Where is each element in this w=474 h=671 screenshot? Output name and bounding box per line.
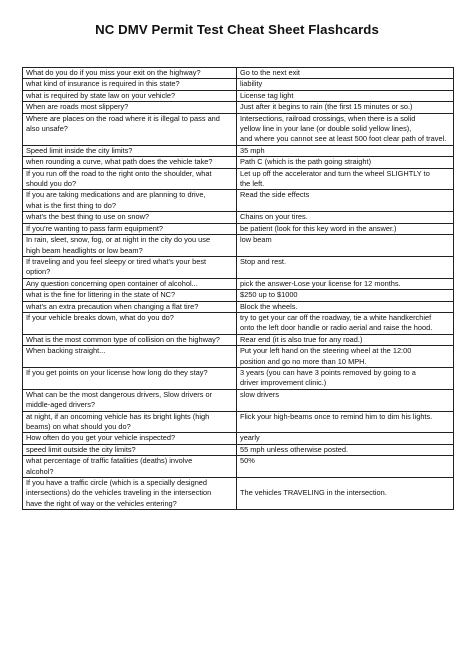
question-cell — [23, 267, 237, 278]
table-row — [23, 212, 454, 223]
question-text: Where are places on the road where it is illegal to pass and — [26, 113, 220, 123]
question-cell — [23, 102, 237, 113]
answer-text: pick the answer-Lose your license for 12 months. — [240, 278, 401, 288]
answer-cell — [237, 168, 454, 179]
answer-cell — [237, 367, 454, 378]
answer-cell — [237, 301, 454, 312]
answer-text: slow drivers — [240, 389, 280, 399]
table-row — [23, 499, 454, 510]
question-text: what is required by state law on your vehicle? — [26, 90, 176, 100]
question-cell — [23, 235, 237, 246]
question-cell — [23, 400, 237, 411]
question-text: What is the most common type of collision on the highway? — [26, 334, 220, 344]
answer-text: Chains on your tires. — [240, 212, 308, 222]
table-row — [23, 312, 454, 323]
answer-cell — [237, 346, 454, 357]
question-text: what is the first thing to do? — [26, 200, 116, 210]
answer-text: yearly — [240, 433, 260, 443]
table-row — [23, 113, 454, 124]
table-row — [23, 134, 454, 145]
answer-text: Go to the next exit — [240, 68, 300, 77]
answer-text: the left. — [240, 179, 265, 189]
question-cell — [23, 478, 237, 489]
answer-text: Stop and rest. — [240, 256, 287, 266]
question-cell — [23, 124, 237, 134]
question-cell — [23, 499, 237, 510]
answer-cell — [237, 113, 454, 124]
answer-text: 50% — [240, 456, 255, 466]
answer-text: position and go no more than 10 MPH. — [240, 356, 367, 366]
answer-text: $250 up to $1000 — [240, 290, 298, 300]
question-cell — [23, 301, 237, 312]
answer-text: Just after it begins to rain (the first 15 minutes or so.) — [240, 102, 413, 112]
question-cell — [23, 367, 237, 378]
question-text: What can be the most dangerous drivers, Slow drivers or — [26, 389, 213, 399]
question-text: If you are taking medications and are planning to drive, — [26, 190, 206, 200]
question-text: If traveling and you feel sleepy or tired what's your best — [26, 256, 207, 266]
answer-cell — [237, 467, 454, 478]
answer-text: Rear end (it is also true for any road.) — [240, 334, 363, 344]
table-row — [23, 456, 454, 467]
answer-cell — [237, 411, 454, 422]
table-row — [23, 102, 454, 113]
flashcard-table-body — [23, 68, 454, 510]
question-cell — [23, 323, 237, 334]
question-cell — [23, 201, 237, 212]
table-row — [23, 301, 454, 312]
table-row — [23, 124, 454, 134]
page-title: NC DMV Permit Test Cheat Sheet Flashcards — [95, 22, 379, 37]
table-row — [23, 389, 454, 400]
question-text: should you do? — [26, 179, 77, 189]
question-text: what's an extra precaution when changing a flat tire? — [26, 301, 199, 311]
answer-cell — [237, 334, 454, 345]
table-row — [23, 145, 454, 156]
question-text: at night, if an oncoming vehicle has its bright lights (high — [26, 411, 210, 421]
question-text: have the right of way or the vehicles entering? — [26, 498, 177, 508]
answer-cell — [237, 124, 454, 134]
question-text: What do you do if you miss your exit on the highway? — [26, 68, 201, 77]
answer-text: Path C (which is the path going straight) — [240, 157, 372, 167]
answer-cell — [237, 444, 454, 455]
question-cell — [23, 212, 237, 223]
question-cell — [23, 179, 237, 190]
answer-text: try to get your car off the roadway, tie a white handkerchief — [240, 312, 432, 322]
question-text: what percentage of traffic fatalities (deaths) involve — [26, 456, 193, 466]
answer-cell — [237, 478, 454, 489]
question-cell — [23, 378, 237, 389]
answer-cell — [237, 433, 454, 444]
answer-cell — [237, 357, 454, 368]
question-cell — [23, 411, 237, 422]
question-cell — [23, 433, 237, 444]
table-row — [23, 467, 454, 478]
table-row — [23, 378, 454, 389]
table-row — [23, 290, 454, 301]
table-row — [23, 79, 454, 90]
question-text: How often do you get your vehicle inspected? — [26, 433, 176, 443]
table-row — [23, 367, 454, 378]
question-cell — [23, 389, 237, 400]
question-cell — [23, 145, 237, 156]
question-text: If you get points on your license how long do they stay? — [26, 367, 208, 377]
question-text: what kind of insurance is required in this state? — [26, 79, 180, 89]
answer-cell — [237, 157, 454, 168]
answer-text: 3 years (you can have 3 points removed by going to a — [240, 367, 416, 377]
answer-cell — [237, 134, 454, 145]
answer-text: low beam — [240, 235, 272, 245]
answer-cell — [237, 488, 454, 498]
question-cell — [23, 290, 237, 301]
flashcard-table — [22, 67, 454, 510]
question-text: If you run off the road to the right onto the shoulder, what — [26, 168, 212, 178]
question-text: what's the best thing to use on snow? — [26, 212, 150, 222]
answer-cell — [237, 235, 454, 246]
answer-cell — [237, 212, 454, 223]
answer-text: License tag light — [240, 90, 294, 100]
table-row — [23, 157, 454, 168]
question-text: alcohol? — [26, 466, 54, 476]
question-text: intersections) do the vehicles traveling in the intersection — [26, 488, 212, 498]
question-cell — [23, 134, 237, 145]
answer-text: and where you cannot see at least 500 foot clear path of travel. — [240, 134, 447, 144]
question-cell — [23, 422, 237, 433]
answer-cell — [237, 312, 454, 323]
answer-text: 55 mph unless otherwise posted. — [240, 444, 349, 454]
answer-text: Intersections, railroad crossings, when there is a solid — [240, 113, 416, 123]
question-text: If you have a traffic circle (which is a specially designed — [26, 478, 208, 488]
question-cell — [23, 79, 237, 90]
table-row — [23, 223, 454, 234]
question-text: If you're wanting to pass farm equipment? — [26, 223, 163, 233]
answer-cell — [237, 256, 454, 267]
question-cell — [23, 90, 237, 101]
answer-cell — [237, 456, 454, 467]
answer-text: Flick your high-beams once to remind him to dim his lights. — [240, 411, 433, 421]
answer-cell — [237, 179, 454, 190]
answer-cell — [237, 290, 454, 301]
question-cell — [23, 357, 237, 368]
question-text: option? — [26, 267, 51, 277]
answer-text: be patient (look for this key word in the answer.) — [240, 223, 397, 233]
table-row — [23, 444, 454, 455]
answer-cell — [237, 378, 454, 389]
answer-text: Read the side effects — [240, 190, 310, 200]
answer-cell — [237, 223, 454, 234]
question-cell — [23, 223, 237, 234]
answer-cell — [237, 267, 454, 278]
table-row — [23, 478, 454, 489]
table-row — [23, 201, 454, 212]
answer-text: Let up off the accelerator and turn the wheel SLIGHTLY to — [240, 168, 430, 178]
table-row — [23, 346, 454, 357]
answer-cell — [237, 278, 454, 289]
answer-cell — [237, 422, 454, 433]
answer-cell — [237, 102, 454, 113]
question-cell — [23, 157, 237, 168]
table-row — [23, 168, 454, 179]
question-cell — [23, 444, 237, 455]
question-cell — [23, 467, 237, 478]
answer-cell — [237, 190, 454, 201]
answer-cell — [237, 323, 454, 334]
answer-cell — [237, 90, 454, 101]
table-row — [23, 323, 454, 334]
question-cell — [23, 113, 237, 124]
question-cell — [23, 68, 237, 79]
question-cell — [23, 456, 237, 467]
question-cell — [23, 278, 237, 289]
table-row — [23, 256, 454, 267]
question-text: When backing straight... — [26, 346, 106, 356]
question-text: beams) on what should you do? — [26, 422, 131, 431]
question-text: If your vehicle breaks down, what do you do? — [26, 312, 174, 322]
answer-cell — [237, 145, 454, 156]
answer-text: Put your left hand on the steering wheel at the 12:00 — [240, 346, 412, 356]
question-text: high beam headlights or low beam? — [26, 245, 143, 255]
question-text: when rounding a curve, what path does the vehicle take? — [26, 157, 213, 167]
table-row — [23, 90, 454, 101]
question-text: speed limit outside the city limits? — [26, 444, 136, 454]
question-text: Speed limit inside the city limits? — [26, 145, 133, 155]
table-row — [23, 488, 454, 498]
answer-cell — [237, 400, 454, 411]
table-row — [23, 179, 454, 190]
question-cell — [23, 168, 237, 179]
question-text: what is the fine for littering in the state of NC? — [26, 290, 176, 300]
table-row — [23, 68, 454, 79]
question-cell — [23, 246, 237, 257]
answer-text: The vehicles TRAVELING in the intersection. — [240, 488, 387, 498]
table-row — [23, 433, 454, 444]
table-row — [23, 278, 454, 289]
table-row — [23, 422, 454, 433]
question-text: In rain, sleet, snow, fog, or at night in the city do you use — [26, 235, 211, 245]
question-text: middle-aged drivers? — [26, 400, 96, 410]
question-cell — [23, 256, 237, 267]
answer-cell — [237, 68, 454, 79]
answer-text: 35 mph — [240, 145, 265, 155]
answer-text: Block the wheels. — [240, 301, 298, 311]
table-row — [23, 334, 454, 345]
answer-cell — [237, 79, 454, 90]
answer-text: liability — [240, 79, 263, 89]
question-cell — [23, 190, 237, 201]
answer-text: yellow line in your lane (or double solid yellow lines), — [240, 124, 412, 134]
table-row — [23, 357, 454, 368]
question-text: Any question concerning open container of alcohol... — [26, 278, 198, 288]
table-row — [23, 400, 454, 411]
table-row — [23, 235, 454, 246]
table-row — [23, 246, 454, 257]
table-row — [23, 411, 454, 422]
answer-text: onto the left door handle or radio aerial and raise the hood. — [240, 323, 433, 333]
question-cell — [23, 312, 237, 323]
question-cell — [23, 334, 237, 345]
answer-cell — [237, 389, 454, 400]
answer-cell — [237, 201, 454, 212]
answer-cell — [237, 246, 454, 257]
question-text: also unsafe? — [26, 124, 68, 134]
question-text: When are roads most slippery? — [26, 102, 129, 112]
table-row — [23, 190, 454, 201]
question-cell — [23, 346, 237, 357]
answer-text: driver improvement clinic.) — [240, 378, 327, 388]
question-cell — [23, 488, 237, 498]
answer-cell — [237, 499, 454, 510]
table-row — [23, 267, 454, 278]
